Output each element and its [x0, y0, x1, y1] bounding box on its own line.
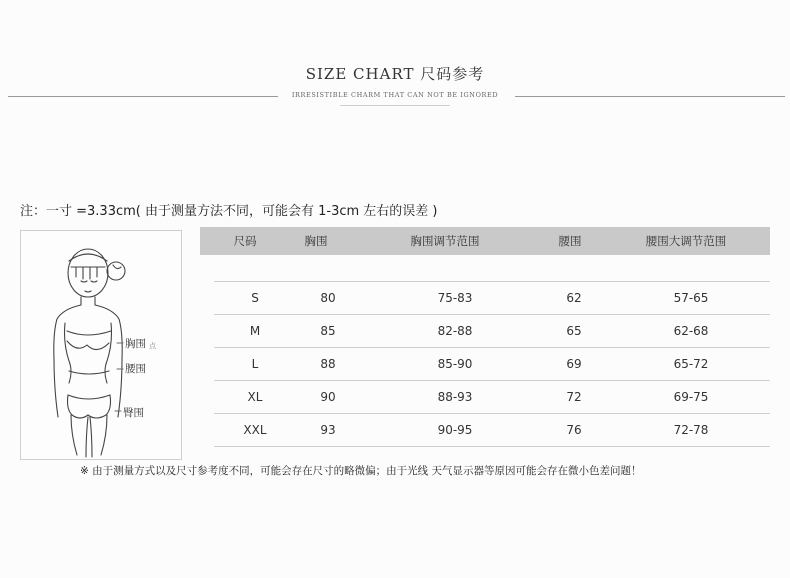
cell-waist: 62 [566, 291, 582, 305]
cell-waist: 65 [566, 324, 582, 338]
body-sketch-illustration [21, 231, 181, 459]
header-divider-right [515, 96, 785, 97]
bust-point-label: 点 [149, 342, 156, 350]
page-subtitle: IRRESISTIBLE CHARM THAT CAN NOT BE IGNORED [291, 91, 499, 99]
page-title: SIZE CHART 尺码参考 [305, 65, 485, 83]
cell-bust-range: 85-90 [437, 357, 473, 371]
waist-label: 腰围 [125, 363, 146, 375]
table-row [214, 380, 770, 413]
cell-bust-range: 82-88 [437, 324, 473, 338]
body-figure-panel [20, 230, 182, 460]
header-divider-center [340, 105, 450, 106]
measurement-note: 注：一寸 =3.33cm( 由于测量方法不同，可能会有 1-3cm 左右的误差 ) [20, 204, 438, 219]
cell-size: M [249, 324, 261, 338]
header-bust: 胸围 [304, 234, 328, 248]
header-size: 尺码 [233, 234, 257, 248]
cell-waist-range: 65-72 [673, 357, 709, 371]
cell-waist-range: 69-75 [673, 390, 709, 404]
table-row [214, 347, 770, 380]
header-waist-range: 腰围大调节范围 [645, 234, 727, 248]
page-header [0, 55, 790, 115]
cell-size: XXL [243, 423, 267, 437]
cell-bust-range: 75-83 [437, 291, 473, 305]
cell-bust: 90 [320, 390, 336, 404]
table-row [214, 314, 770, 347]
cell-waist: 72 [566, 390, 582, 404]
cell-bust-range: 88-93 [437, 390, 473, 404]
header-waist: 腰围 [558, 234, 582, 248]
cell-waist: 69 [566, 357, 582, 371]
table-header-row [200, 227, 770, 255]
cell-size: XL [247, 390, 263, 404]
disclaimer-footnote: ※ 由于测量方式以及尺寸参考度不同，可能会存在尺寸的略微偏；由于光线 天气显示器等原因可能会存在微小色差问题！ [80, 465, 642, 477]
table-bottom-border [214, 446, 770, 447]
size-chart-table [200, 227, 770, 447]
cell-bust: 85 [320, 324, 336, 338]
hip-label: 臀围 [123, 407, 144, 419]
cell-bust: 80 [320, 291, 336, 305]
cell-size: S [251, 291, 259, 305]
bust-label: 胸围 [125, 338, 146, 350]
cell-size: L [251, 357, 259, 371]
table-row [214, 413, 770, 446]
header-bust-range: 胸围调节范围 [410, 234, 480, 248]
cell-bust-range: 90-95 [437, 423, 473, 437]
cell-waist-range: 62-68 [673, 324, 709, 338]
cell-waist-range: 57-65 [673, 291, 709, 305]
table-row [214, 281, 770, 314]
cell-waist-range: 72-78 [673, 423, 709, 437]
cell-bust: 93 [320, 423, 336, 437]
cell-waist: 76 [566, 423, 582, 437]
cell-bust: 88 [320, 357, 336, 371]
